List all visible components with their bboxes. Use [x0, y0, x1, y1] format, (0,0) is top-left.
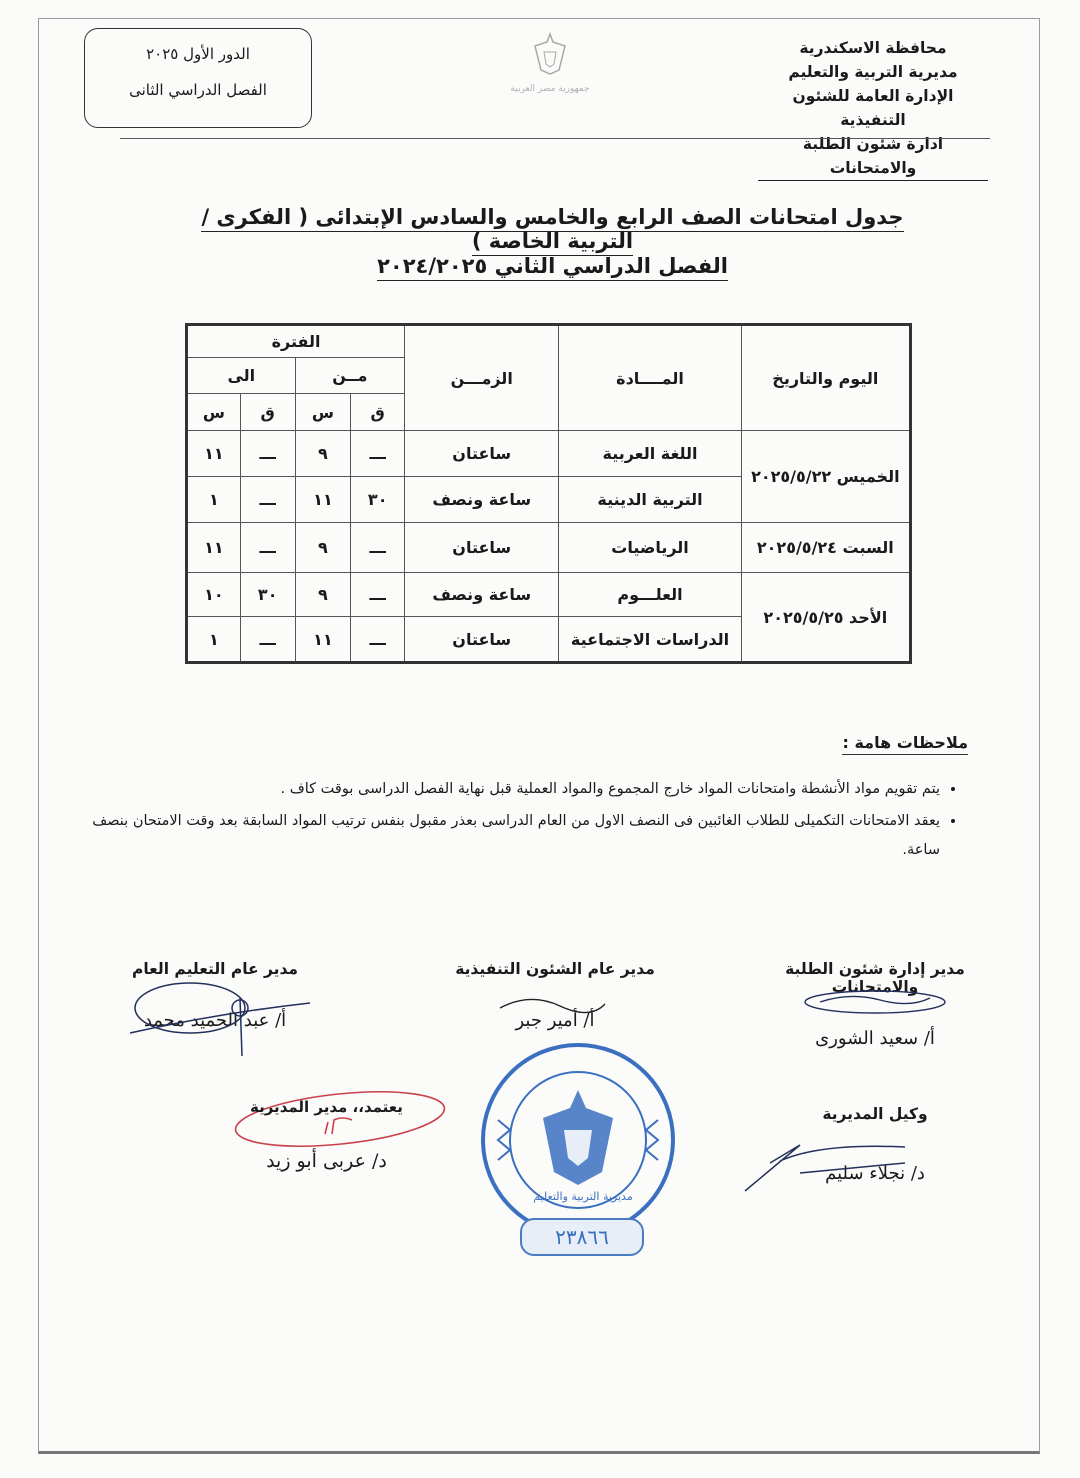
header-divider [120, 138, 990, 139]
session-line2: الفصل الدراسي الثانى [129, 81, 267, 99]
day-date-cell: الخميس ٢٠٢٥/٥/٢٢ [741, 431, 910, 523]
to-minute-cell: ـــ [240, 477, 295, 523]
to-hour-cell: ١١ [187, 431, 241, 477]
governorate: محافظة الاسكندرية [799, 39, 947, 57]
signature-scribble-icon [490, 988, 610, 1018]
table-row [187, 523, 911, 573]
signature-deputy: وكيل المديرية د/ نجلاء سليم [740, 1105, 1010, 1184]
to-minute-cell: ٣٠ [240, 573, 295, 617]
header-subject: المــــادة [559, 325, 741, 431]
subject-cell: الرياضيات [559, 523, 741, 573]
subject-cell: اللغة العربية [559, 431, 741, 477]
table-row [187, 431, 911, 477]
header-from-minute: ق [351, 394, 405, 431]
signature-executive-affairs: مدير عام الشئون التنفيذية أ/ أمير جبر [455, 960, 655, 1031]
from-minute-cell: ـــ [351, 573, 405, 617]
from-minute-cell: ـــ [351, 523, 405, 573]
red-ellipse-mark-icon [230, 1084, 450, 1154]
to-hour-cell: ١١ [187, 523, 241, 573]
to-hour-cell: ١٠ [187, 573, 241, 617]
to-hour-cell: ١ [187, 617, 241, 663]
stamp-text: مديرية التربية والتعليم [533, 1190, 633, 1203]
duration-cell: ساعتان [405, 617, 559, 663]
from-hour-cell: ١١ [295, 477, 351, 523]
day-date-cell: السبت ٢٠٢٥/٥/٢٤ [741, 523, 910, 573]
department: ادارة شئون الطلبة والامتحانات [758, 132, 988, 181]
day-date-cell: الأحد ٢٠٢٥/٥/٢٥ [741, 573, 910, 663]
general-admin: الإدارة العامة للشئون التنفيذية [792, 87, 954, 129]
from-hour-cell: ٩ [295, 573, 351, 617]
eagle-emblem-icon [505, 30, 595, 110]
header-to-hour: س [187, 394, 241, 431]
letterhead [758, 36, 988, 181]
to-minute-cell: ـــ [240, 523, 295, 573]
signature-general-education: مدير عام التعليم العام أ/ عبد الحميد محمد [100, 960, 330, 1031]
notes-heading: ملاحظات هامة : [842, 733, 968, 755]
header-from-hour: س [295, 394, 351, 431]
to-minute-cell: ـــ [240, 431, 295, 477]
page-title: جدول امتحانات الصف الرابع والخامس والسادس الإبتدائى ( الفكرى / التربية الخاصة ) [180, 205, 925, 253]
official-stamp-icon [478, 1040, 678, 1240]
from-minute-cell: ـــ [351, 431, 405, 477]
from-hour-cell: ٩ [295, 431, 351, 477]
from-hour-cell: ٩ [295, 523, 351, 573]
subject-cell: الدراسات الاجتماعية [559, 617, 741, 663]
note-item: • يعقد الامتحانات التكميلى للطلاب الغائبين فى النصف الاول من العام الدراسى بعذر مقبول بنفس ترتيب المواد السابقة بعد وقت الامتحان بنصف ساعة. [88, 807, 940, 865]
exam-schedule-table [185, 323, 912, 664]
from-hour-cell: ١١ [295, 617, 351, 663]
notes-list [88, 775, 968, 868]
stamp-number: ٢٣٨٦٦ [520, 1218, 644, 1256]
table-row [187, 573, 911, 617]
duration-cell: ساعة ونصف [405, 477, 559, 523]
note-item: • يتم تقويم مواد الأنشطة وامتحانات المواد خارج المجموع والمواد العملية قبل نهاية الفصل الدراسى بوقت كاف . [88, 775, 940, 804]
from-minute-cell: ـــ [351, 617, 405, 663]
duration-cell: ساعتان [405, 431, 559, 477]
session-box [84, 28, 312, 128]
to-minute-cell: ـــ [240, 617, 295, 663]
duration-cell: ساعتان [405, 523, 559, 573]
to-hour-cell: ١ [187, 477, 241, 523]
signature-approval: يعتمد،، مدير المديرية د/ عربى أبو زيد [250, 1098, 403, 1172]
signature-scribble-icon [800, 986, 950, 1018]
page-subtitle: الفصل الدراسي الثاني ٢٠٢٤/٢٠٢٥ [180, 254, 925, 278]
signature-scribble-icon [120, 978, 320, 1058]
subject-cell: التربية الدينية [559, 477, 741, 523]
signature-scribble-icon [740, 1133, 910, 1193]
emblem-caption: جمهورية مصر العربية [510, 84, 590, 94]
header-period: الفترة [187, 325, 405, 358]
directorate: مديرية التربية والتعليم [788, 63, 958, 81]
duration-cell: ساعة ونصف [405, 573, 559, 617]
header-to: الى [187, 358, 296, 394]
header-duration: الزمـــن [405, 325, 559, 431]
from-minute-cell: ٣٠ [351, 477, 405, 523]
session-line1: الدور الأول ٢٠٢٥ [146, 45, 250, 63]
header-from: مــن [295, 358, 405, 394]
header-to-minute: ق [240, 394, 295, 431]
subject-cell: العلـــوم [559, 573, 741, 617]
header-day-date: اليوم والتاريخ [741, 325, 910, 431]
signature-students-affairs: مدير إدارة شئون الطلبة والامتحانات أ/ سعيد الشورى [785, 960, 965, 1049]
